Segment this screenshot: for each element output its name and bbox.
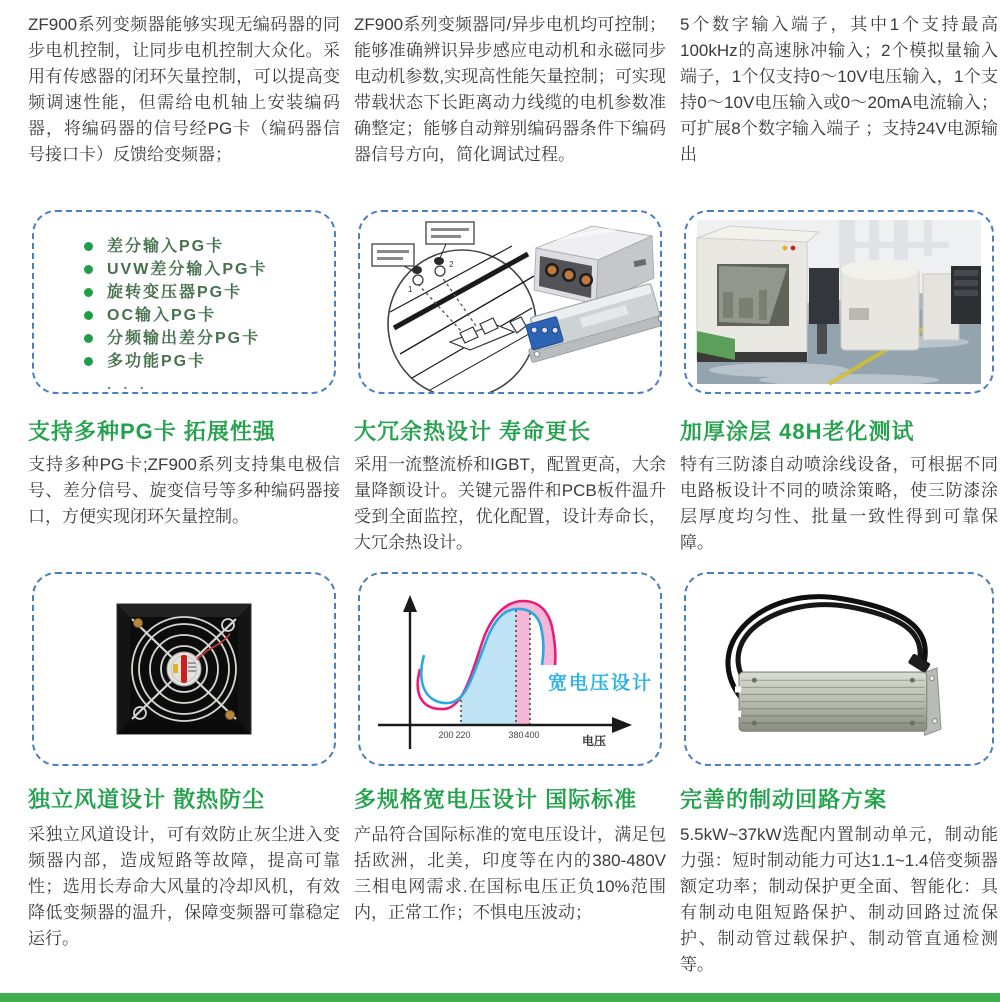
pg-card-label: 旋转变压器PG卡: [107, 284, 243, 301]
pg-card-list-box: [32, 210, 336, 394]
feature-heading: 加厚涂层 48H老化测试: [680, 418, 915, 444]
green-bullet-icon: [84, 265, 93, 274]
screw-label-1: 1: [408, 285, 413, 294]
callout-box: [372, 244, 415, 272]
green-bullet-icon: [84, 334, 93, 343]
list-ellipsis: . . .: [107, 376, 148, 393]
green-bullet-icon: [84, 357, 93, 366]
chart-annotation: 宽电压设计: [548, 673, 654, 694]
screw-label-2: 2: [449, 260, 454, 269]
feature-heading: 完善的制动回路方案: [680, 786, 888, 812]
intro-paragraph-pg: ZF900系列变频器能够实现无编码器的同步电机控制，让同步电机控制大众化。采用有传感器的闭环矢量控制，可以提高变频调速性能，但需给电机轴上安装编码器，将编码器的信号经PG卡（编码器信号接口卡）反馈给变频器；: [28, 15, 340, 164]
installation-diagram: [372, 222, 536, 392]
pg-card-label: 差分输入PG卡: [107, 238, 225, 255]
pg-card-label: 分频输出差分PG卡: [107, 330, 261, 347]
cooling-fan-photo: [34, 574, 334, 764]
feature-heading: 支持多种PG卡 拓展性强: [28, 418, 276, 444]
braking-resistor-photo-box: [684, 572, 994, 766]
list-item: [84, 305, 334, 326]
feature-body: 采用一流整流桥和IGBT，配置更高，大余量降额设计。关键元器件和PCB板件温升受到全面监控，优化配置，设计寿命长，大冗余热设计。: [354, 455, 666, 552]
x-tick-380: 380: [508, 730, 524, 740]
feature-heading: 大冗余热设计 寿命更长: [354, 418, 592, 444]
feature-heading: 多规格宽电压设计 国际标准: [354, 786, 638, 812]
pg-card-label: UVW差分输入PG卡: [107, 261, 268, 278]
cooling-fan-photo-box: [32, 572, 336, 766]
fan-hub: [167, 652, 201, 686]
green-bullet-icon: [84, 288, 93, 297]
encoder-card-installation-image: [360, 212, 660, 392]
intro-paragraph-motor: ZF900系列变频器同/异步电机均可控制；能够准确辨识异步感应电动机和永磁同步电动机参数,实现高性能矢量控制；可实现带载状态下长距离动力线缆的电机参数准确整定；能够自动辩别编码器条件下编码器信号方向，简化调试过程。: [354, 15, 666, 164]
list-item: [84, 259, 334, 280]
x-axis-arrow: [612, 717, 632, 733]
feature-body: 5.5kW~37kW选配内置制动单元，制动能力强：短时制动能力可达1.1~1.4倍变频器额定功率；制动保护更全面、智能化：具有制动电阻短路保护、制动回路过流保护、制动管过载保护、制动管直通检测等。: [680, 825, 998, 974]
pg-card-list: [34, 212, 334, 393]
list-item: [84, 351, 334, 372]
pg-card-label: 多功能PG卡: [107, 353, 207, 370]
intro-paragraph-terminals: 5个数字输入端子，其中1个支持最高100kHz的高速脉冲输入；2个模拟量输入端子，1个仅支持0～10V电压输入，1个支持0～10V电压输入或0～20mA电流输入；可扩展8个数字输入端子 ；支持24V电源输出: [680, 15, 998, 164]
x-tick-200: 200: [438, 730, 454, 740]
feature-body: 产品符合国际标准的宽电压设计，满足包括欧洲，北美，印度等在内的380-480V 三相电网需求.在国标电压正负10%范围内，正常工作；不惧电压波动；: [354, 825, 666, 922]
conformal-coating-line-photo: [686, 212, 992, 392]
feature-heading: 独立风道设计 散热防尘: [28, 786, 266, 812]
braking-resistor-photo: [686, 574, 992, 764]
x-tick-220: 220: [455, 730, 471, 740]
pg-card-label: OC输入PG卡: [107, 307, 217, 324]
list-item: [84, 236, 334, 257]
x-tick-400: 400: [524, 730, 540, 740]
x-axis-label: 电压: [582, 734, 607, 748]
wide-voltage-chart: [360, 574, 660, 764]
bottom-green-bar: [0, 993, 1000, 1002]
factory-photo-box: [684, 210, 994, 394]
green-bullet-icon: [84, 242, 93, 251]
list-item: [84, 328, 334, 349]
installation-photo-box: [358, 210, 662, 394]
feature-body: 特有三防漆自动喷涂线设备，可根据不同电路板设计不同的喷涂策略，使三防漆涂层厚度均匀性、批量一致性得到可靠保障。: [680, 455, 998, 552]
voltage-chart-box: [358, 572, 662, 766]
y-axis-arrow: [403, 595, 417, 612]
list-item: [84, 282, 334, 303]
feature-body: 支持多种PG卡;ZF900系列支持集电极信号、差分信号、旋变信号等多种编码器接口，方便实现闭环矢量控制。: [28, 455, 340, 526]
green-bullet-icon: [84, 311, 93, 320]
feature-body: 采独立风道设计，可有效防止灰尘进入变频器内部，造成短路等故障，提高可靠性；选用长寿命大风量的冷却风机，有效降低变频器的温升，保障变频器可靠稳定运行。: [28, 825, 340, 948]
